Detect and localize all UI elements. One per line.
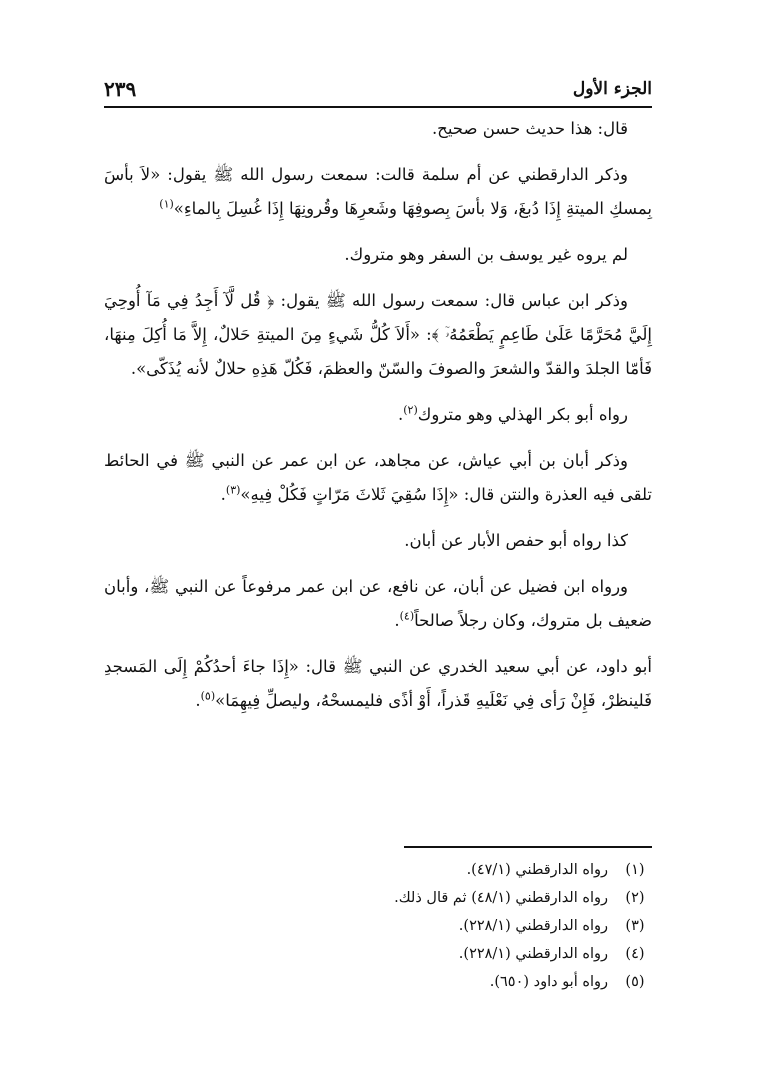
footnote <box>104 884 652 912</box>
footnote <box>104 856 652 884</box>
footnote-number: (٤) <box>625 946 645 962</box>
footnote-divider <box>404 846 652 848</box>
footnote-ref: (٤) <box>399 609 415 623</box>
footnote-ref: (٥) <box>200 689 216 703</box>
running-title: الجزء الأول <box>572 79 652 99</box>
paragraph: رواه أبو بكر الهذلي وهو متروك$^{(٢)}$. <box>397 403 628 424</box>
header-divider <box>104 106 652 108</box>
footnote <box>104 912 652 940</box>
footnote-number: (٣) <box>625 918 645 934</box>
footnote-text: رواه أبو داود (٦٥٠). <box>489 974 608 990</box>
footnote-text: رواه الدارقطني (٢٢٨/١). <box>458 918 608 934</box>
footnote-text: رواه الدارقطني (٤٨/١) ثم قال ذلك. <box>394 890 608 906</box>
page-number: ٢٣٩ <box>104 77 137 101</box>
footnote-text: رواه الدارقطني (٤٧/١). <box>466 862 608 878</box>
paragraph: لم يروه غير يوسف بن السفر وهو متروك. <box>344 245 628 264</box>
footnote-number: (٢) <box>625 890 645 906</box>
paragraph: وذكر ابن عباس قال: سمعت رسول الله ﷺ يقول: ﴿ قُل لَّآ أَجِدُ فِي مَآ أُوحِيَ إِلَيَّ مُحَرَّمًا عَلَىٰ طَاعِمٍ يَطْعَمُهُۥٓ ﴾: «أَلاَ كُلُّ شَيءٍ مِنَ الميتةِ حَلالٌ، إِلاَّ مَا أُكِلَ مِنهَا، فَأمّا الجلدَ والقدّ والشعرَ والصوفَ والسّنّ والعظمَ، فَكُلّ هَذِهِ حلالٌ لأنه يُذَكّى». <box>104 291 652 378</box>
paragraph: ورواه ابن فضيل عن أبان، عن نافع، عن ابن عمر مرفوعاً عن النبي ﷺ، وأبان ضعيف بل متروك، وكان رجلاً صالحاً$^{(٤)}$. <box>104 577 652 630</box>
paragraph: قال: هذا حديث حسن صحيح. <box>431 119 628 138</box>
footnote-ref: (٢) <box>403 403 418 417</box>
paragraph: أبو داود، عن أبي سعيد الخدري عن النبي ﷺ قال: «إِذَا جاءَ أحدُكُمْ إِلَى المَسجدِ فَلينظرْ، فَإِنْ رَأى فِي نَعْلَيهِ قَذراً، أَوْ أذًى فليمسحْهُ، وليصلِّ فِيهِمَا»$^{(٥)}$. <box>104 657 652 710</box>
paragraph: كذا رواه أبو حفص الأبار عن أبان. <box>404 531 628 550</box>
footnote-number: (١) <box>625 862 645 878</box>
main-text <box>104 112 652 730</box>
paragraph: وذكر أبان بن أبي عياش، عن مجاهد، عن ابن عمر عن النبي ﷺ في الحائط تلقى فيه العذرة والنتن قال: «إِذَا سُقِيَ ثَلاثَ مَرّاتٍ فَكُلْ فِيهِ»$^{(٣)}$. <box>104 451 652 504</box>
footnote <box>104 968 652 996</box>
page-header <box>104 74 652 104</box>
footnote <box>104 940 652 968</box>
footnote-ref: (٣) <box>225 483 241 497</box>
footnote-text: رواه الدارقطني (٢٢٨/١). <box>458 946 608 962</box>
footnote-number: (٥) <box>625 974 645 990</box>
footnote-ref: (١) <box>159 197 174 211</box>
footnotes <box>104 856 652 996</box>
paragraph: وذكر الدارقطني عن أم سلمة قالت: سمعت رسول الله ﷺ يقول: «لاَ بأسَ بِمسكِ الميتةِ إِذَا دُبغَ، وَلا بأسَ بِصوفِهَا وشَعرِهَا وقُرونِهَا إِذَا غُسِلَ بِالماءِ»$^{(١)}$ <box>104 165 652 218</box>
